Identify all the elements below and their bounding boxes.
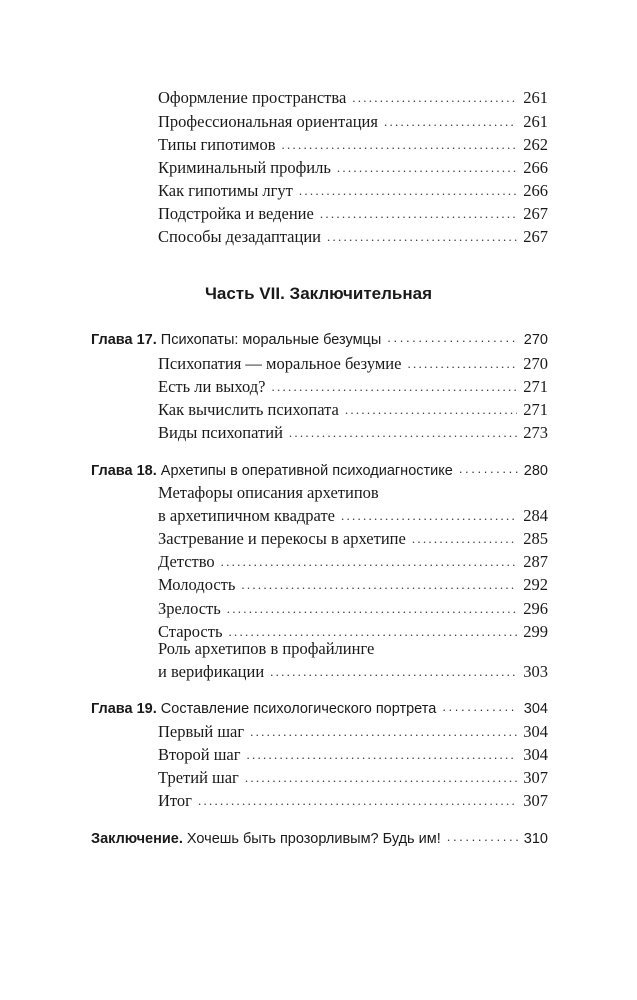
toc-entry-page: 292 [523, 575, 548, 594]
toc-entry-title-line1[interactable]: Метафоры описания архетипов [158, 483, 379, 502]
chapter-title: Составление психологического портрета [160, 701, 437, 717]
dot-leader [337, 159, 517, 179]
dot-leader [345, 401, 517, 421]
toc-entry-page: 299 [523, 622, 548, 641]
chapter-label: Глава 17. [91, 332, 157, 348]
conclusion-title: Хочешь быть прозорливым? Будь им! [186, 831, 441, 847]
chapter-entry-19[interactable] [91, 695, 548, 717]
toc-entry-title: Есть ли выход? [158, 377, 266, 396]
dot-leader [221, 553, 518, 573]
toc-entry-page: 261 [523, 112, 548, 131]
dot-leader [459, 462, 518, 480]
toc-entry-title-line1[interactable]: Роль архетипов в профайлинге [158, 639, 375, 658]
toc-entry-page: 273 [523, 423, 548, 442]
dot-leader [341, 507, 517, 527]
toc-entry[interactable] [158, 527, 548, 549]
toc-entry-page: 261 [523, 88, 548, 107]
dot-leader [384, 113, 517, 133]
chapter-page: 270 [523, 332, 548, 348]
toc-entry-page: 266 [523, 181, 548, 200]
toc-entry[interactable] [158, 766, 548, 788]
toc-entry[interactable] [158, 743, 548, 765]
chapter-entry-18[interactable] [91, 457, 548, 479]
toc-entry-title: Как гипотимы лгут [158, 181, 293, 200]
dot-leader [270, 663, 517, 683]
toc-entry-title: Оформление пространства [158, 88, 347, 107]
toc-entry-page: 267 [523, 227, 548, 246]
toc-entry-title: Типы гипотимов [158, 135, 276, 154]
toc-entry-title: Способы дезадаптации [158, 227, 321, 246]
toc-entry-page: 304 [523, 745, 548, 764]
chapter-title: Психопаты: моральные безумцы [160, 332, 382, 348]
toc-entry[interactable] [158, 352, 548, 374]
chapter-entry-17[interactable] [91, 326, 548, 348]
toc-entry-page: 262 [523, 135, 548, 154]
chapter-label: Глава 18. [91, 463, 157, 479]
dot-leader [227, 600, 517, 620]
toc-entry[interactable] [158, 504, 548, 526]
toc-entry[interactable] [158, 202, 548, 224]
toc-entry[interactable] [158, 110, 548, 132]
toc-entry-title: Молодость [158, 575, 236, 594]
toc-entry-page: 304 [523, 722, 548, 741]
toc-entry-title: Первый шаг [158, 722, 245, 741]
toc-entry[interactable] [158, 597, 548, 619]
chapter-page: 280 [523, 463, 548, 479]
dot-leader [320, 205, 517, 225]
toc-entry-page: 303 [523, 662, 548, 681]
dot-leader [447, 830, 518, 848]
conclusion-entry[interactable] [91, 825, 548, 847]
conclusion-label: Заключение. [91, 831, 183, 847]
toc-entry[interactable] [158, 225, 548, 247]
dot-leader [289, 424, 517, 444]
toc-entry-title: Второй шаг [158, 745, 241, 764]
dot-leader [327, 228, 517, 248]
toc-entry-title: Застревание и перекосы в архетипе [158, 529, 406, 548]
toc-entry-title: Зрелость [158, 599, 221, 618]
toc-entry-title: и верификации [158, 662, 265, 681]
toc-entry-page: 307 [523, 791, 548, 810]
chapter-title: Архетипы в оперативной психодиагностике [160, 463, 453, 479]
toc-entry[interactable] [158, 550, 548, 572]
dot-leader [442, 700, 517, 718]
toc-entry[interactable] [158, 573, 548, 595]
dot-leader [412, 530, 517, 550]
toc-entry[interactable] [158, 421, 548, 443]
toc-entry-page: 284 [523, 506, 548, 525]
toc-entry-title: Психопатия — моральное безумие [158, 354, 402, 373]
toc-entry-title: Старость [158, 622, 223, 641]
toc-entry[interactable] [158, 660, 548, 682]
part-heading: Часть VII. Заключительная [204, 284, 433, 303]
toc-entry[interactable] [158, 398, 548, 420]
toc-entry-page: 287 [523, 552, 548, 571]
toc-entry-title: Профессиональная ориентация [158, 112, 378, 131]
toc-entry[interactable] [158, 720, 548, 742]
toc-entry-title: Криминальный профиль [158, 158, 331, 177]
toc-entry-title: Третий шаг [158, 768, 239, 787]
dot-leader [282, 136, 518, 156]
toc-entry-page: 307 [523, 768, 548, 787]
toc-entry-title: в архетипичном квадрате [158, 506, 335, 525]
toc-entry-page: 271 [523, 400, 548, 419]
toc-entry-page: 267 [523, 204, 548, 223]
toc-entry-title: Виды психопатий [158, 423, 283, 442]
dot-leader [245, 769, 517, 789]
toc-entry[interactable] [158, 375, 548, 397]
toc-entry-page: 285 [523, 529, 548, 548]
dot-leader [352, 89, 517, 109]
dot-leader [250, 723, 517, 743]
toc-entry-page: 271 [523, 377, 548, 396]
chapter-label: Глава 19. [91, 701, 157, 717]
dot-leader [247, 746, 518, 766]
dot-leader [387, 331, 518, 349]
toc-entry[interactable] [158, 789, 548, 811]
toc-entry-page: 296 [523, 599, 548, 618]
toc-entry[interactable] [158, 179, 548, 201]
dot-leader [198, 792, 517, 812]
toc-entry-title: Итог [158, 791, 192, 810]
toc-entry-page: 266 [523, 158, 548, 177]
dot-leader [241, 576, 517, 596]
dot-leader [271, 378, 517, 398]
chapter-page: 304 [523, 701, 548, 717]
toc-entry-page: 270 [523, 354, 548, 373]
dot-leader [407, 355, 517, 375]
toc-entry-title: Детство [158, 552, 215, 571]
conclusion-page: 310 [523, 831, 548, 847]
toc-entry-title: Подстройка и ведение [158, 204, 314, 223]
toc-entry-title: Как вычислить психопата [158, 400, 339, 419]
toc-entry[interactable] [158, 86, 548, 108]
toc-entry[interactable] [158, 156, 548, 178]
toc-entry[interactable] [158, 133, 548, 155]
dot-leader [299, 182, 517, 202]
